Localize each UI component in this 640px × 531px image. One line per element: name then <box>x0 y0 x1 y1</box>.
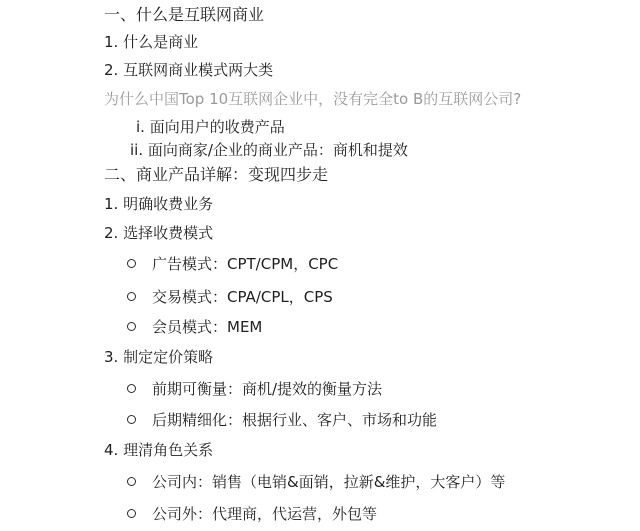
bullet-item-early: 前期可衡量：商机/提效的衡量方法 <box>152 380 383 398</box>
bullet-item-external: 公司外：代理商，代运营，外包等 <box>152 505 378 523</box>
roman-item-1: i. 面向用户的收费产品 <box>136 118 285 136</box>
bullet-item-internal: 公司内：销售（电销&面销，拉新&维护，大客户）等 <box>152 473 506 491</box>
step-item-1: 1. 明确收费业务 <box>104 195 214 213</box>
roman-item-2: ii. 面向商家/企业的商业产品：商机和提效 <box>130 141 408 159</box>
step-item-2: 2. 选择收费模式 <box>104 224 214 242</box>
step-item-3: 3. 制定定价策略 <box>104 348 214 366</box>
bullet-icon <box>127 384 136 393</box>
bullet-item-member: 会员模式：MEM <box>152 318 263 336</box>
bullet-icon <box>127 322 136 331</box>
section-heading-1: 一、什么是互联网商业 <box>104 5 265 24</box>
bullet-item-later: 后期精细化：根据行业、客户、市场和功能 <box>152 411 438 429</box>
section-heading-2: 二、商业产品详解：变现四步走 <box>104 165 329 184</box>
bullet-icon <box>127 477 136 486</box>
bullet-item-ads: 广告模式：CPT/CPM，CPC <box>152 255 339 273</box>
step-item-4: 4. 理清角色关系 <box>104 441 214 459</box>
list-item-1: 1. 什么是商业 <box>104 33 199 51</box>
bullet-icon <box>127 509 136 518</box>
list-item-2: 2. 互联网商业模式两大类 <box>104 61 274 79</box>
bullet-icon <box>127 292 136 301</box>
bullet-icon <box>127 259 136 268</box>
question-text: 为什么中国Top 10互联网企业中，没有完全to B的互联网公司? <box>104 90 522 108</box>
bullet-icon <box>127 415 136 424</box>
bullet-item-trade: 交易模式：CPA/CPL，CPS <box>152 288 333 306</box>
